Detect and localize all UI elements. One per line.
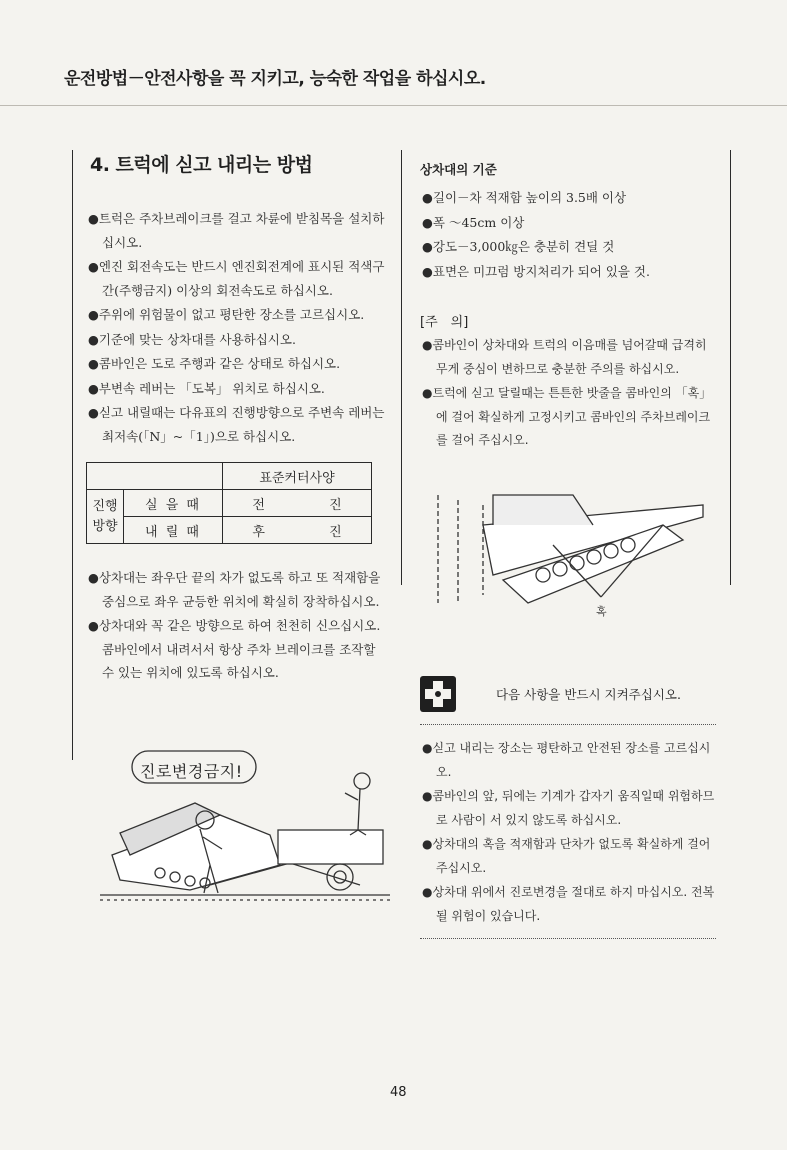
warning-block — [420, 676, 720, 939]
instruction-item: ●콤바인은 도로 주행과 같은 상태로 하십시오. — [88, 356, 341, 371]
table-row-value: 후 진 — [223, 517, 372, 544]
criteria-list — [420, 186, 720, 283]
left-column — [86, 150, 386, 686]
right-column-rule — [730, 150, 731, 585]
criteria-item: ●강도－3,000㎏은 충분히 견딜 것 — [422, 239, 615, 254]
warning-divider-bottom — [420, 938, 716, 939]
warning-item: ●상차대의 혹을 적재함과 단차가 없도록 확실하게 걸어 주십시오. — [422, 837, 711, 875]
header-divider — [0, 105, 787, 106]
center-column-rule — [401, 150, 402, 585]
hook-label: 혹 — [596, 605, 607, 618]
speech-bubble-text: 진로변경금지! — [140, 762, 243, 781]
table-blank-cell — [87, 463, 223, 490]
section-title: 4. 트럭에 싣고 내리는 방법 — [90, 154, 313, 176]
criteria-item: ●표면은 미끄럼 방지처리가 되어 있을 것. — [422, 263, 650, 279]
instruction-item: ●싣고 내릴때는 다유표의 진행방향으로 주변속 레버는 최저속(「N」~「1」)으로 하십시오. — [88, 405, 385, 444]
page-header-title: 운전방법－안전사항을 꼭 지키고, 능숙한 작업을 하십시오. — [64, 69, 486, 89]
table-row-label: 내 릴 때 — [124, 517, 223, 544]
instruction-list-2 — [86, 566, 386, 685]
right-column — [420, 160, 720, 454]
table-row — [87, 490, 372, 517]
warning-cross-icon — [420, 676, 456, 712]
table-header-cell: 표준커터사양 — [223, 463, 372, 490]
page-number: 48 — [390, 1085, 407, 1100]
left-column-rule — [72, 150, 73, 760]
warning-header — [420, 676, 720, 712]
warning-item: ●싣고 내리는 장소는 평탄하고 안전된 장소를 고르십시오. — [422, 741, 711, 779]
warning-item: ●상차대 위에서 진로변경을 절대로 하지 마십시오. 전복될 위험이 있습니다. — [422, 885, 715, 923]
table-row-value: 전 진 — [223, 490, 372, 517]
warning-list — [420, 725, 720, 928]
caution-item: ●콤바인이 상차대와 트럭의 이음매를 넘어갈때 급격히 무게 중심이 변하므로 충분한 주의를 하십시오. — [422, 338, 707, 376]
hook-illustration — [433, 485, 723, 620]
instruction-item: ●부변속 레버는 「도복」 위치로 하십시오. — [88, 380, 325, 396]
table-header-row — [87, 463, 372, 490]
table-group-label: 진행 방향 — [87, 490, 124, 544]
table-row — [87, 517, 372, 544]
loading-illustration — [100, 745, 390, 905]
table-row-label: 실 을 때 — [124, 490, 223, 517]
instruction-item: ●트럭은 주차브레이크를 걸고 차륜에 받침목을 설치하십시오. — [88, 211, 385, 250]
caution-title: [주 의] — [420, 315, 469, 330]
direction-table — [86, 462, 372, 544]
instruction-item: ●상차대는 좌우단 끝의 차가 없도록 하고 또 적재함을 중심으로 좌우 균등한 위치에 확실히 장착하십시오. — [88, 570, 381, 609]
caution-list — [420, 334, 720, 453]
instruction-item: ●주위에 위험물이 없고 평탄한 장소를 고르십시오. — [88, 307, 365, 322]
instruction-item: ●엔진 회전속도는 반드시 엔진회전계에 표시된 적색구간(주행금지) 이상의 회전속도로 하십시오. — [88, 259, 385, 298]
criteria-title: 상차대의 기준 — [420, 162, 497, 177]
instruction-item: ●상차대와 꼭 같은 방향으로 하여 천천히 신으십시오. 콤바인에서 내려서서 항상 주차 브레이크를 조작할 수 있는 위치에 있도록 하십시오. — [88, 618, 381, 680]
combine-hook-drawing — [433, 485, 723, 620]
criteria-item: ●폭 ～45cm 이상 — [422, 214, 525, 230]
warning-item: ●콤바인의 앞, 뒤에는 기계가 갑자기 움직일때 위험하므로 사람이 서 있지 않도록 하십시오. — [422, 789, 715, 827]
warning-heading: 다음 사항을 반드시 지켜주십시오. — [496, 687, 681, 702]
instruction-item: ●기준에 맞는 상차대를 사용하십시오. — [88, 331, 296, 347]
instruction-list — [86, 207, 386, 448]
caution-item: ●트럭에 싣고 달릴때는 튼튼한 밧줄을 콤바인의 「혹」에 걸어 확실하게 고정시키고 콤바인의 주차브레이크를 걸어 주십시오. — [422, 386, 712, 447]
criteria-item: ●길이－차 적재함 높이의 3.5배 이상 — [422, 190, 627, 205]
